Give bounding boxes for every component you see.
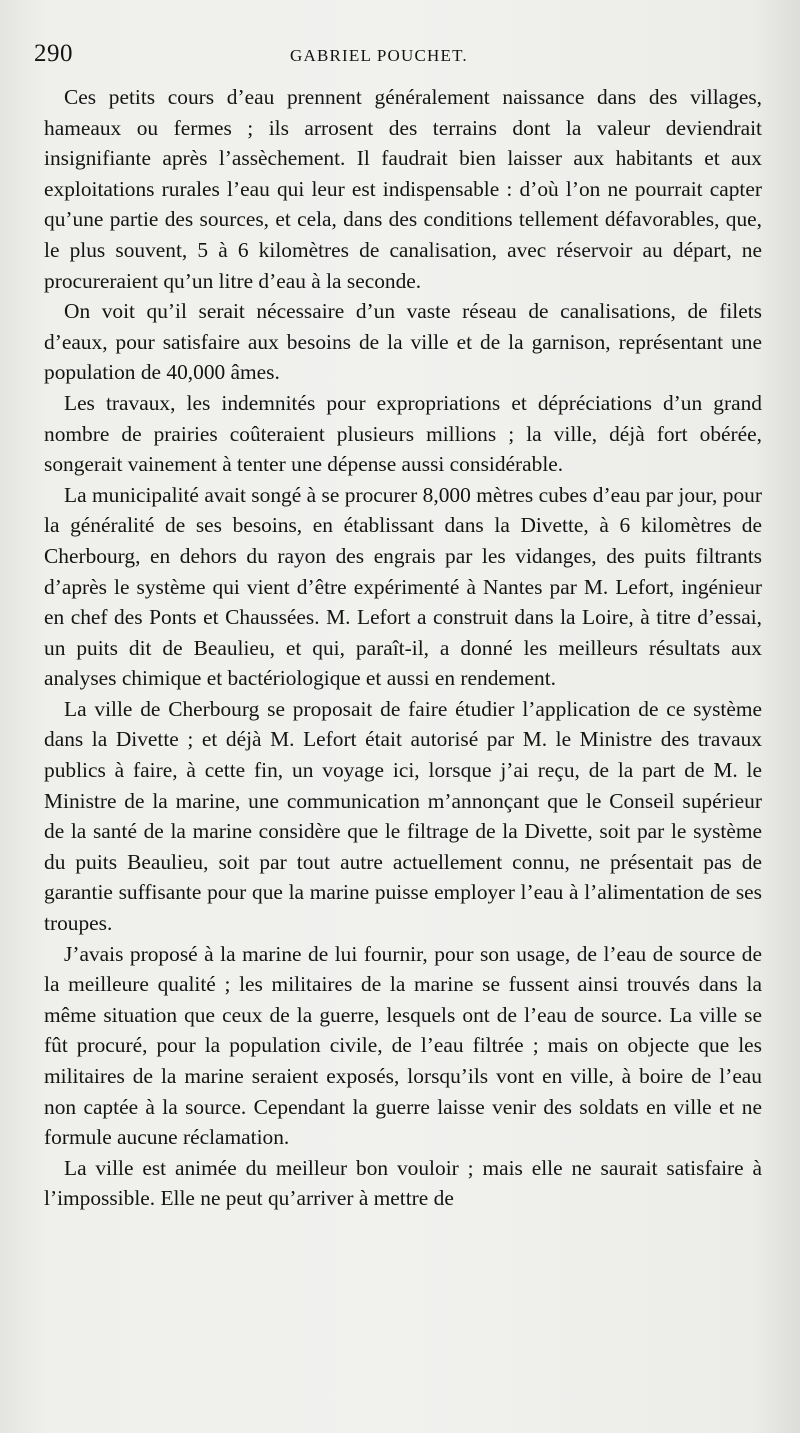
body-text [44,82,762,1214]
paragraph: La ville est animée du meilleur bon vouloir ; mais elle ne saurait satisfaire à l’impossible. Elle ne peut qu’arriver à mettre de [44,1155,762,1211]
page-number: 290 [34,40,73,67]
running-head: GABRIEL POUCHET. [290,46,468,65]
paragraph: J’avais proposé à la marine de lui fournir, pour son usage, de l’eau de source de la meilleure qualité ; les militaires de la marine se fussent ainsi trouvés dans la même situation que ceux de la guerre, lesquels ont de l’eau de source. La ville se fût procuré, pour la population civile, de l’eau filtrée ; mais on objecte que les militaires de la marine seraient exposés, lorsqu’ils vont en ville, à boire de l’eau non captée à la source. Cependant la guerre laisse venir des soldats en ville et ne formule aucune réclamation. [44,941,762,1150]
paragraph: La ville de Cherbourg se proposait de faire étudier l’application de ce système dans la Divette ; et déjà M. Lefort était autorisé par M. le Ministre des travaux publics à faire, à cette fin, un voyage ici, lorsque j’ai reçu, de la part de M. le Ministre de la marine, une communication m’annonçant que le Conseil supérieur de la santé de la marine considère que le filtrage de la Divette, soit par le système du puits Beaulieu, soit par tout autre actuellement connu, ne présentait pas de garantie suffisante pour que la marine puisse employer l’eau à l’alimentation de ses troupes. [44,696,762,936]
page-header [34,40,760,76]
paragraph: Ces petits cours d’eau prennent généralement naissance dans des villages, hameaux ou fermes ; ils arrosent des terrains dont la valeur deviendrait insignifiante après l’assèchement. Il faudrait bien laisser aux habitants et aux exploitations rurales l’eau qui leur est indispensable : d’où l’on ne pourrait capter qu’une partie des sources, et cela, dans des conditions tellement défavorables, que, le plus souvent, 5 à 6 kilomètres de canalisation, avec réservoir au départ, ne procureraient qu’un litre d’eau à la seconde. [44,85,762,293]
paragraph: On voit qu’il serait nécessaire d’un vaste réseau de canalisations, de filets d’eaux, pour satisfaire aux besoins de la ville et de la garnison, représentant une population de 40,000 âmes. [44,299,762,385]
paragraph: La municipalité avait songé à se procurer 8,000 mètres cubes d’eau par jour, pour la généralité de ses besoins, en établissant dans la Divette, à 6 kilomètres de Cherbourg, en dehors du rayon des engrais par les vidanges, des puits filtrants d’après le système qui vient d’être expérimenté à Nantes par M. Lefort, ingénieur en chef des Ponts et Chaussées. M. Lefort a construit dans la Loire, à titre d’essai, un puits dit de Beaulieu, et qui, paraît-il, a donné les meilleurs résultats aux analyses chimique et bactériologique et aussi en rendement. [44,482,762,691]
paragraph: Les travaux, les indemnités pour expropriations et dépréciations d’un grand nombre de prairies coûteraient plusieurs millions ; la ville, déjà fort obérée, songerait vainement à tenter une dépense aussi considérable. [44,390,762,477]
